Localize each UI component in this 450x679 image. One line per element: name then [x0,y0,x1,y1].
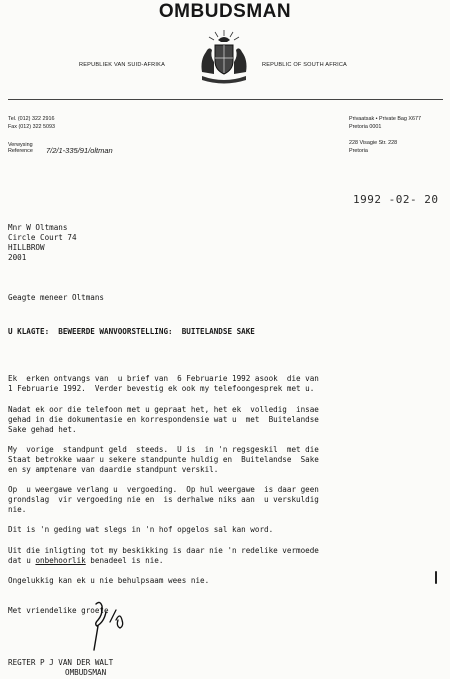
address-street: 228 Visagie Str. 228 [349,140,398,146]
paragraph-7: Ongelukkig kan ek u nie behulpsaam wees nie. [8,576,210,585]
subject-line: U KLAGTE: BEWEERDE WANVOORSTELLING: BUITELANDSE SAKE [8,327,255,336]
address-bag: Privaatsak • Private Bag X677 [349,116,422,122]
coat-of-arms-icon [196,28,252,88]
letterhead-title: OMBUDSMAN [158,1,292,22]
paragraph-3-line-3: en sy amptenare van daardie standpunt verskil. [8,465,219,474]
closing: Met vriendelike groete [8,606,109,615]
paragraph-3-line-2: Staat betrokke waar u sekere standpunte huldig en Buitelandse Sake [8,455,319,464]
paragraph-3-line-1: My vorige standpunt geld steeds. U is in 'n regsgeskil met die [8,445,319,454]
margin-mark [435,571,437,584]
paragraph-1-line-1: Ek erken ontvangs van u brief van 6 Februarie 1992 asook die van [8,374,319,383]
signature-icon [82,598,142,654]
paragraph-1-line-2: 1 Februarie 1992. Verder bevestig ek ook my telefoongesprek met u. [8,384,315,393]
paragraph-6-line-1: Uit die inligting tot my beskikking is daar nie 'n redelike vermoede [8,546,319,555]
republic-afrikaans: REPUBLIEK VAN SUID-AFRIKA [79,62,166,68]
recipient-line2: Circle Court 74 [8,233,77,242]
date-stamp: 1992 -02- 20 [353,193,439,206]
paragraph-2-line-1: Nadat ek oor die telefoon met u gepraat het, het ek volledig insae [8,405,319,414]
reference-label-en: Reference [8,148,33,154]
recipient-line4: 2001 [8,253,27,262]
republic-english: REPUBLIC OF SOUTH AFRICA [262,62,347,68]
address-city: Pretoria 0001 [349,124,382,130]
paragraph-4-line-2: grondslag vir vergoeding nie en is derhalwe niks aan u verskuldig [8,495,319,504]
paragraph-4-line-3: nie. [8,505,27,514]
signatory-name: REGTER P J VAN DER WALT [8,658,114,667]
address-town: Pretoria [349,148,368,154]
contact-tel: Tel. (012) 322 2916 [8,116,55,122]
header-rule [8,99,443,100]
reference-label-af: Verwysing [8,142,33,148]
signatory-title: OMBUDSMAN [65,668,107,677]
paragraph-4-line-1: Op u weergawe verlang u vergoeding. Op hul weergawe is daar geen [8,485,319,494]
recipient-line3: HILLBROW [8,243,45,252]
recipient-name: Mnr W Oltmans [8,223,68,232]
paragraph-5: Dit is 'n geding wat slegs in 'n hof opgelos sal kan word. [8,525,274,534]
paragraph-6-post: benadeel is nie. [85,556,164,565]
paragraph-6-line-2 [8,556,163,566]
contact-fax: Fax (012) 322 5093 [8,124,56,130]
paragraph-2-line-3: Sake gehad het. [8,425,77,434]
salutation: Geagte meneer Oltmans [8,293,105,302]
paragraph-6-underlined: onbehoorlik [35,556,86,565]
paragraph-2-line-2: gehad in die dokumentasie en korrespondensie wat u met Buitelandse [8,415,319,424]
paragraph-6-pre: dat u [8,556,36,565]
reference-value: 7/2/1-335/91/oltman [46,146,113,155]
